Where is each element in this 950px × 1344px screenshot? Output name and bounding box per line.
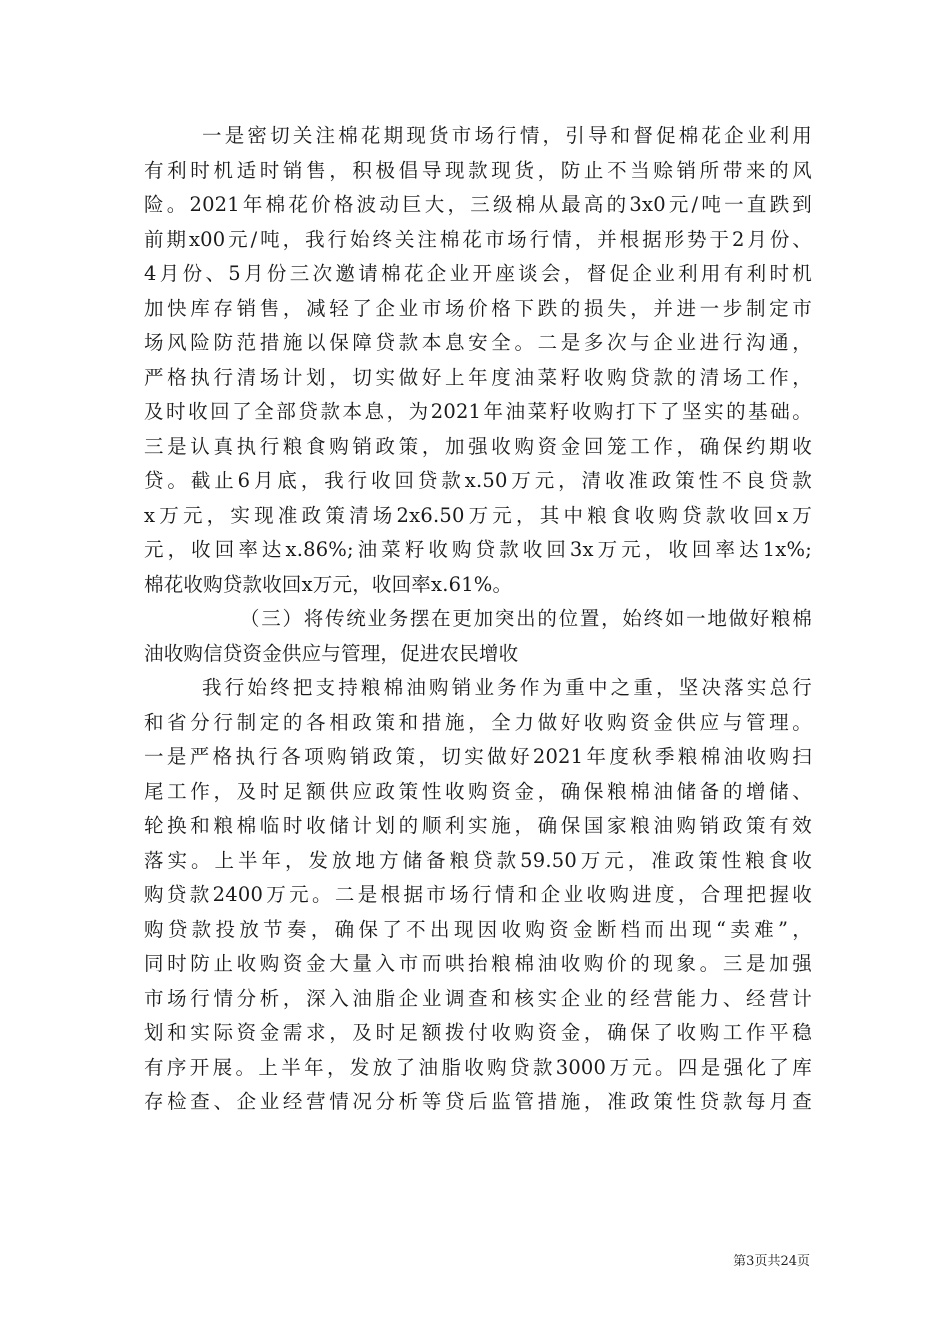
- paragraph-line: 及时收回了全部贷款本息，为2021年油菜籽收购打下了坚实的基础。: [144, 400, 812, 423]
- paragraph-line: 同时防止收购资金大量入市而哄抬粮棉油收购价的现象。三是加强: [144, 952, 812, 975]
- paragraph-line: 划和实际资金需求，及时足额拨付收购资金，确保了收购工作平稳: [144, 1021, 812, 1044]
- paragraph-line: 落实。上半年，发放地方储备粮贷款59.50万元，准政策性粮食收: [144, 848, 812, 872]
- paragraph-line: 加快库存销售，减轻了企业市场价格下跌的损失，并进一步制定市: [144, 296, 812, 320]
- paragraph-line: 一是密切关注棉花期现货市场行情，引导和督促棉花企业利用: [202, 124, 812, 147]
- paragraph-line: x万元，实现准政策清场2x6.50万元，其中粮食收购贷款收回x万: [144, 503, 812, 527]
- paragraph-line: 我行始终把支持粮棉油购销业务作为重中之重，坚决落实总行: [202, 676, 812, 699]
- paragraph-line: 一是严格执行各项购销政策，切实做好2021年度秋季粮棉油收购扫: [144, 745, 812, 768]
- section-heading-line: （三）将传统业务摆在更加突出的位置，始终如一地做好粮棉: [240, 607, 812, 630]
- paragraph-line: 棉花收购贷款收回x万元，收回率x.61%。: [144, 572, 513, 596]
- paragraph-line: 存检查、企业经营情况分析等贷后监管措施，准政策性贷款每月查: [144, 1090, 812, 1113]
- paragraph-line: 4月份、5月份三次邀请棉花企业开座谈会，督促企业利用有利时机: [144, 262, 812, 285]
- paragraph-line: 有利时机适时销售，积极倡导现款现货，防止不当赊销所带来的风: [144, 158, 812, 182]
- paragraph-line: 购贷款2400万元。二是根据市场行情和企业收购进度，合理把握收: [144, 883, 812, 906]
- paragraph-line: 购贷款投放节奏，确保了不出现因收购资金断档而出现“卖难”，: [144, 917, 812, 941]
- document-body: [144, 119, 812, 1120]
- paragraph-line: 严格执行清场计划，切实做好上年度油菜籽收购贷款的清场工作，: [144, 365, 812, 389]
- paragraph-line: 尾工作，及时足额供应政策性收购资金，确保粮棉油储备的增储、: [144, 779, 812, 803]
- paragraph-line: 前期x00元/吨，我行始终关注棉花市场行情，并根据形势于2月份、: [144, 227, 812, 251]
- section-heading-line: 油收购信贷资金供应与管理，促进农民增收: [144, 641, 519, 665]
- paragraph-line: 元，收回率达x.86%;油菜籽收购贷款收回3x万元，收回率达1x%;: [144, 538, 812, 561]
- paragraph-line: 市场行情分析，深入油脂企业调查和核实企业的经营能力、经营计: [144, 986, 812, 1010]
- page-number: 第3页共24页: [733, 1254, 810, 1269]
- paragraph-line: 贷。截止6月底，我行收回贷款x.50万元，清收准政策性不良贷款: [144, 469, 812, 492]
- paragraph-line: 轮换和粮棉临时收储计划的顺利实施，确保国家粮油购销政策有效: [144, 814, 812, 837]
- paragraph-line: 和省分行制定的各相政策和措施，全力做好收购资金供应与管理。: [144, 710, 812, 734]
- paragraph-line: 险。2021年棉花价格波动巨大，三级棉从最高的3x0元/吨一直跌到: [144, 193, 812, 216]
- paragraph-line: 有序开展。上半年，发放了油脂收购贷款3000万元。四是强化了库: [144, 1055, 812, 1079]
- paragraph-line: 三是认真执行粮食购销政策，加强收购资金回笼工作，确保约期收: [144, 434, 812, 458]
- paragraph-line: 场风险防范措施以保障贷款本息安全。二是多次与企业进行沟通，: [144, 331, 812, 354]
